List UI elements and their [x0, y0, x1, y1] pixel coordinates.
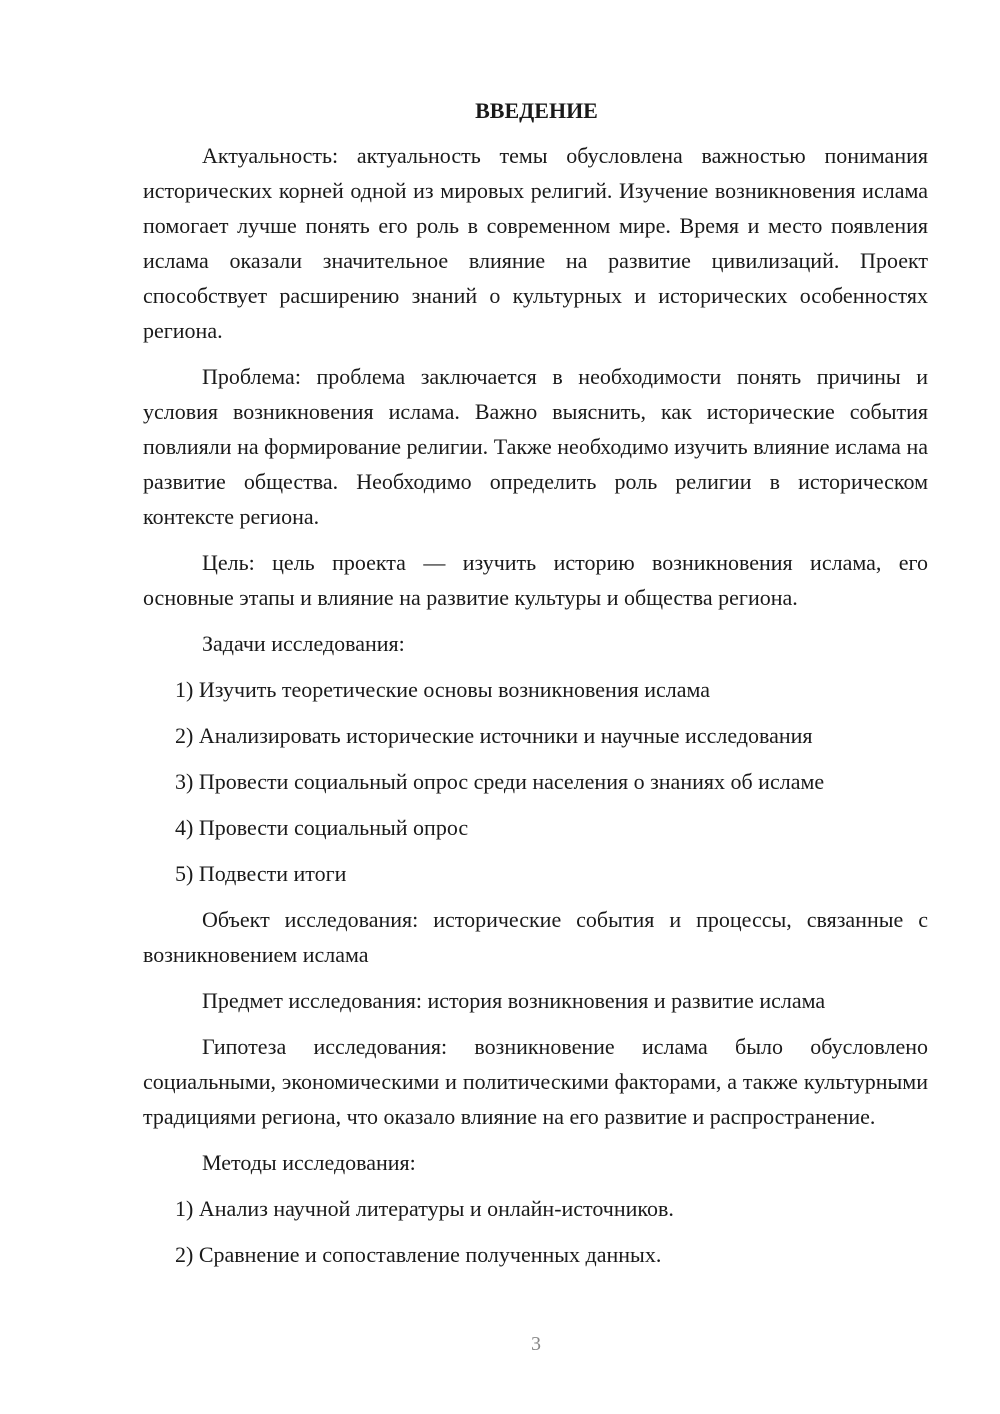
document-page [143, 96, 928, 1283]
tasks-title: Задачи исследования: [202, 631, 405, 656]
method-item: 1) Анализ научной литературы и онлайн-источников. [175, 1196, 674, 1221]
task-item: 5) Подвести итоги [175, 861, 347, 886]
goal-paragraph: Цель: цель проекта — изучить историю возникновения ислама, его основные этапы и влияние на развитие культуры и общества региона. [143, 550, 928, 610]
object-paragraph: Объект исследования: исторические события и процессы, связанные с возникновением ислама [143, 907, 928, 967]
page-number: 3 [531, 1333, 541, 1355]
methods-title: Методы исследования: [202, 1150, 416, 1175]
task-item: 1) Изучить теоретические основы возникновения ислама [175, 677, 711, 702]
task-item: 4) Провести социальный опрос [175, 815, 469, 840]
method-item: 2) Сравнение и сопоставление полученных данных. [175, 1242, 662, 1267]
task-item: 2) Анализировать исторические источники и научные исследования [175, 723, 813, 748]
problem-paragraph: Проблема: проблема заключается в необходимости понять причины и условия возникновения ислама. Важно выяснить, как исторические события повлияли на формирование религии. Также необходимо изучить влияние ислама на развитие общества. Необходимо определить роль религии в историческом контексте региона. [143, 364, 928, 529]
subject-paragraph: Предмет исследования: история возникновения и развитие ислама [202, 988, 826, 1013]
hypothesis-paragraph: Гипотеза исследования: возникновение ислама было обусловлено социальными, экономическими и политическими факторами, а также культурными традициями региона, что оказало влияние на его развитие и распространение. [143, 1034, 928, 1129]
section-heading: ВВЕДЕНИЕ [475, 98, 598, 123]
task-item: 3) Провести социальный опрос среди населения о знаниях об исламе [175, 769, 825, 794]
relevance-paragraph: Актуальность: актуальность темы обусловлена важностью понимания исторических корней одной из мировых религий. Изучение возникновения ислама помогает лучше понять его роль в современном мире. Время и место появления ислама оказали значительное влияние на развитие цивилизаций. Проект способствует расширению знаний о культурных и исторических особенностях региона. [143, 143, 928, 343]
